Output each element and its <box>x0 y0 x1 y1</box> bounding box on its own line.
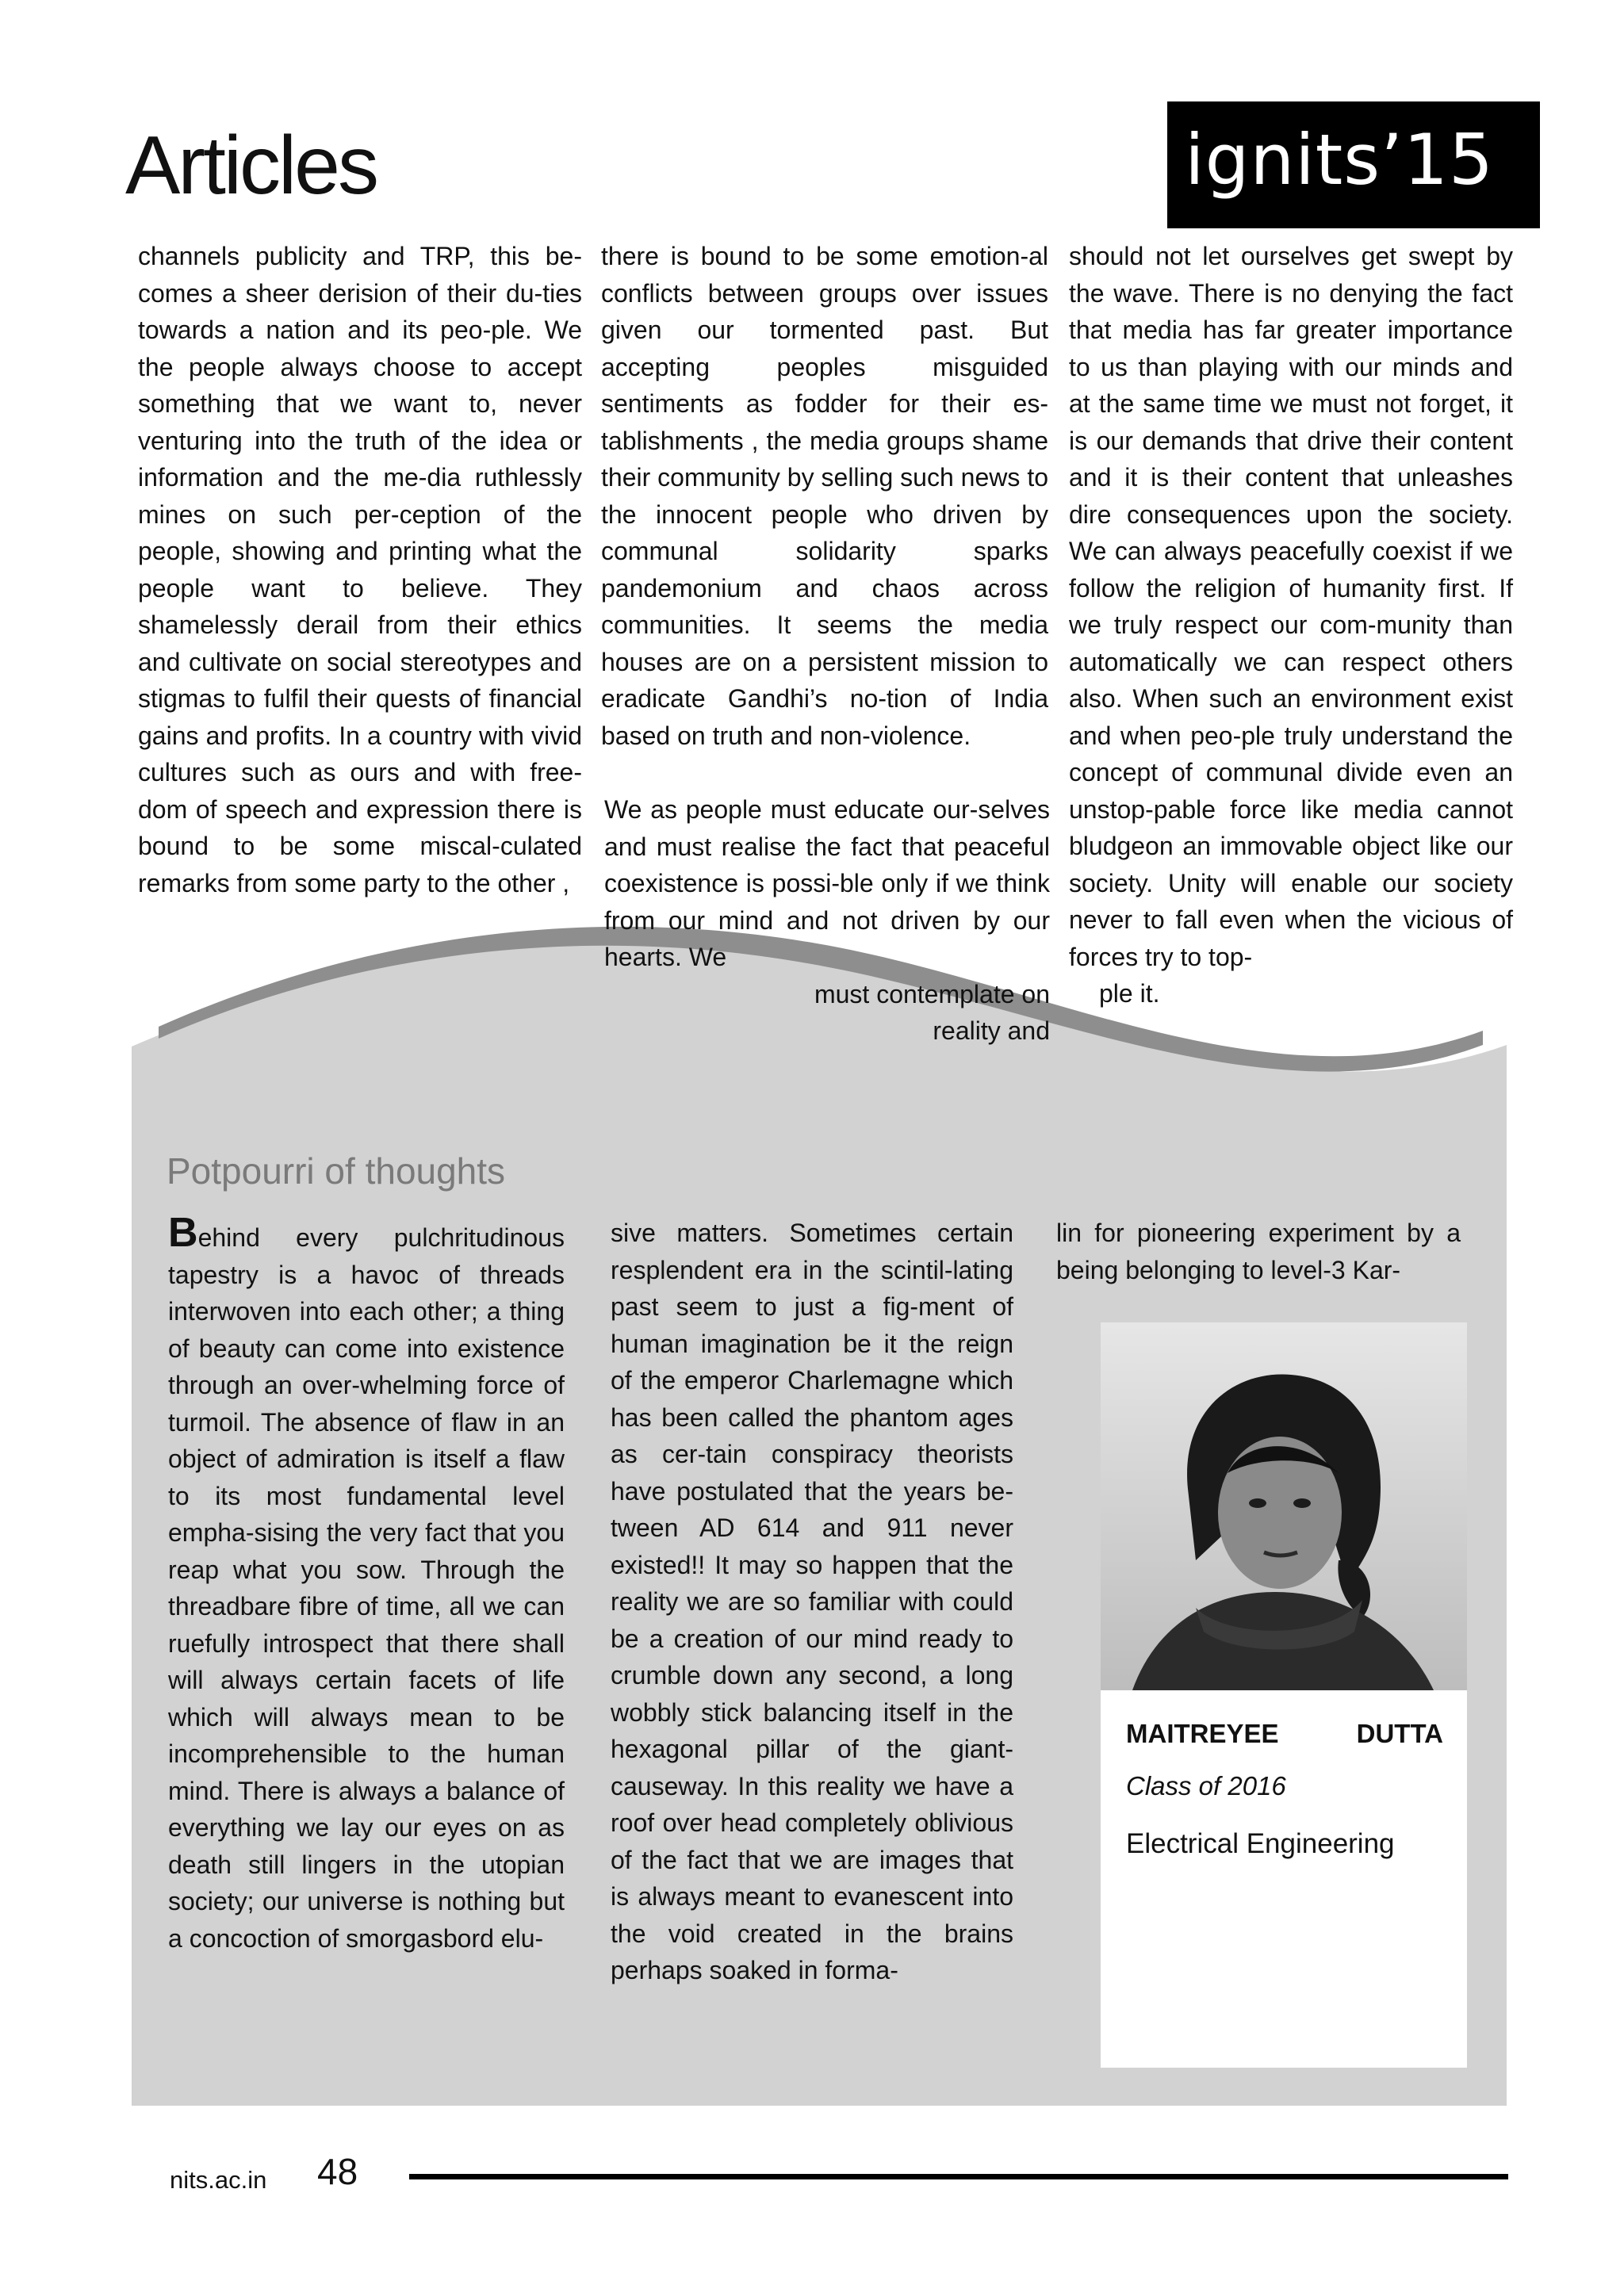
article-column-3 <box>1069 238 1513 1012</box>
article-column-2-continued <box>604 791 1050 1050</box>
author-department: Electrical Engineering <box>1126 1828 1395 1859</box>
article-column-2: there is bound to be some emotion-al conflicts between groups over issues given our tormented past. But accepting peoples misguided sentiments as fodder for their es-tablishments , the media groups shame their community by selling such news to the innocent people who driven by communal solidarity sparks pandemonium and chaos across communities. It seems the media houses are on a persistent mission to eradicate Gandhi’s no-tion of India based on truth and non-violence. <box>601 242 1048 750</box>
author-card <box>1101 1322 1467 2068</box>
potpourri-column-3: lin for pioneering experiment by a being belonging to level-3 Kar- <box>1056 1219 1461 1284</box>
article-column-2-line-b: reality and <box>933 1016 1050 1045</box>
article-column-1: channels publicity and TRP, this be-comes a sheer derision of their du-ties towards a nation and its peo-ple. We the people always choose to accept something that we want to, never venturing into the truth of the idea or information and the me-dia ruthlessly mines on such per-ception of the people, showing and printing what the people want to believe. They shamelessly derail from their ethics and cultivate on social stereotypes and stigmas to fulfil their quests of financial gains and profits. In a country with vivid cultures such as ours and with free-dom of speech and expression there is bound to be some miscal-culated remarks from some party to the other , <box>138 242 582 897</box>
footer-rule <box>409 2174 1508 2179</box>
article-column-2-line-a: must contemplate on <box>814 979 1050 1008</box>
page-number: 48 <box>317 2151 358 2192</box>
potpourri-column-1-text: ehind every pulchritudinous tapestry is a havoc of threads interwoven into each other; a thing of beauty can come into existence through an over-whelming force of turmoil. The absence of flaw in an object of admiration is itself a flaw to its most fundamental level empha-sising the very fact that you reap what you sow. Through the threadbare fibre of time, all we can ruefully introspect that there shall will always certain facets of life which will always mean to be incomprehensible to the human mind. There is always a balance of everything we lay our eyes on as death still lingers in the utopian society; our universe is nothing but a concoction of smorgasbord elu- <box>168 1223 565 1953</box>
article-column-3-text: should not let ourselves get swept by the wave. There is no denying the fact that media has far greater importance to us than playing with our minds and at the same time we must not forget, it is our demands that drive their content and it is their content that unleashes dire consequences upon the society. We can always peacefully coexist if we follow the religion of humanity first. If we truly respect our com-munity than automatically we can respect others also. When such an environment exist and when peo-ple truly understand the concept of communal divide even an unstop-pable force like media cannot bludgeon an immovable object like our society. Unity will enable our society never to fall even when the vicious of forces try to top- <box>1069 242 1513 971</box>
section-title: Articles <box>125 120 377 212</box>
photo-eye-right <box>1293 1498 1311 1508</box>
drop-cap: B <box>168 1210 198 1256</box>
author-photo <box>1101 1322 1467 1690</box>
author-class: Class of 2016 <box>1126 1771 1286 1800</box>
potpourri-title: Potpourri of thoughts <box>167 1150 506 1192</box>
brand-badge <box>1167 101 1540 228</box>
potpourri-column-1 <box>168 1210 565 1957</box>
author-name: MAITREYEE DUTTA <box>1126 1719 1443 1748</box>
article-column-2-paragraph: We as people must educate our-selves and must realise the fact that peaceful coexistence is possi-ble only if we think from our mind and not driven by our hearts. We <box>604 795 1050 971</box>
photo-eye-left <box>1249 1498 1266 1508</box>
article-column-3-end: ple it. <box>1099 979 1160 1008</box>
brand-text: ignits’15 <box>1185 119 1494 201</box>
footer-url: nits.ac.in <box>170 2166 267 2194</box>
potpourri-column-2: sive matters. Sometimes certain resplendent era in the scintil-lating past seem to just a fig-ment of human imagination be it the reign of the emperor Charlemagne which has been called the phantom ages as cer-tain conspiracy theorists have postulated that the years be-tween AD 614 and 911 never existed!! It may so happen that the reality we are so familiar with could be a creation of our mind ready to crumble down any second, a long wobbly stick balancing itself in the hexagonal pillar of the giant-causeway. In this reality we have a roof over head completely oblivious of the fact that we are images that is always meant to evanescent into the void created in the brains perhaps soaked in forma- <box>611 1219 1013 1984</box>
